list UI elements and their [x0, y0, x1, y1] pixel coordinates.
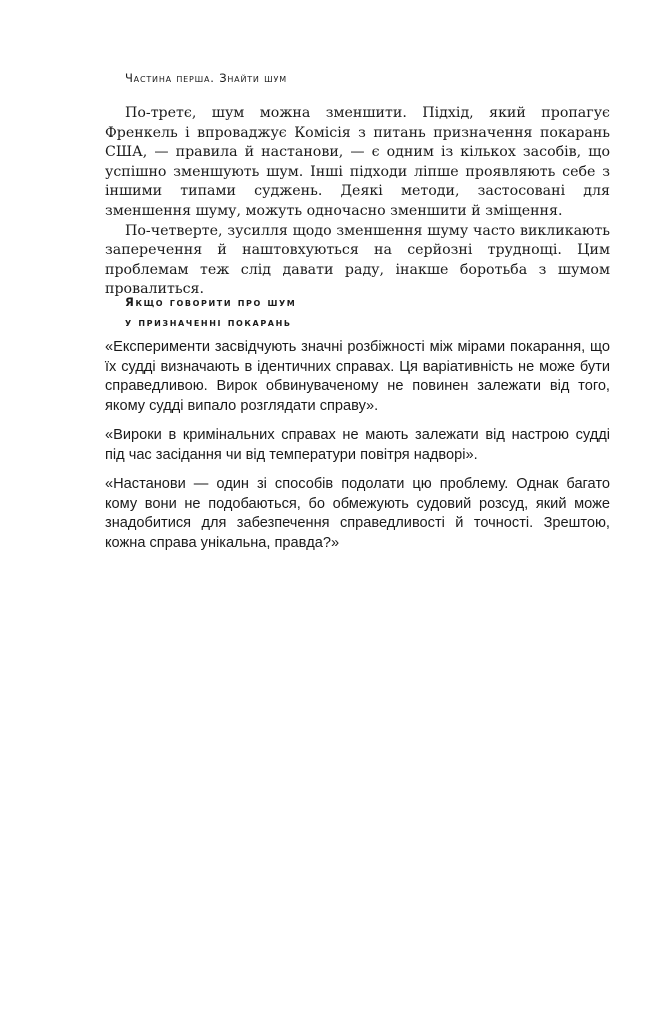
running-head: Частина перша. Знайти шум — [125, 71, 287, 85]
sidebar-quotes — [105, 338, 610, 563]
quote: «Настанови — один зі способів подолати цю проблему. Однак багато кому вони не подобаються, бо обмежують судовий розсуд, який може знадобитися для забезпечення справедливості й точності. Зрештою, кожна справа унікальна, правда?» — [105, 476, 610, 551]
quote: «Експерименти засвідчують значні розбіжності між мірами покарання, що їх судді визначають в ідентичних справах. Ця варіативність не може бути справедливою. Вирок обвинуваченому не повинен залежати від того, якому судді випало розглядати справу». — [105, 339, 610, 414]
body-paragraph: По-четверте, зусилля щодо зменшення шуму часто викликають заперечення й наштовхуються на серйозні труднощі. Цим проблемам теж слід давати раду, інакше боротьба з шумом провалиться. — [105, 222, 610, 298]
quote: «Вироки в кримінальних справах не мають залежати від настрою судді під час засідання чи від температури повітря надворі». — [105, 427, 610, 463]
sidebar-heading — [125, 293, 296, 332]
body-text — [105, 104, 610, 300]
body-paragraph: По-третє, шум можна зменшити. Підхід, який пропагує Френкель і впроваджує Комісія з питань призначення покарань США, — правила й настанови, — є одним із кількох засобів, що успішно зменшують шум. Інші підходи ліпше проявляють себе з іншими типами суджень. Деякі методи, застосовані для зменшення шуму, можуть одночасно зменшити й зміщення. — [105, 105, 610, 219]
sidebar-heading-line: Якщо говорити про шум — [125, 295, 297, 309]
sidebar-heading-line: у призначенні покарань — [125, 314, 292, 329]
